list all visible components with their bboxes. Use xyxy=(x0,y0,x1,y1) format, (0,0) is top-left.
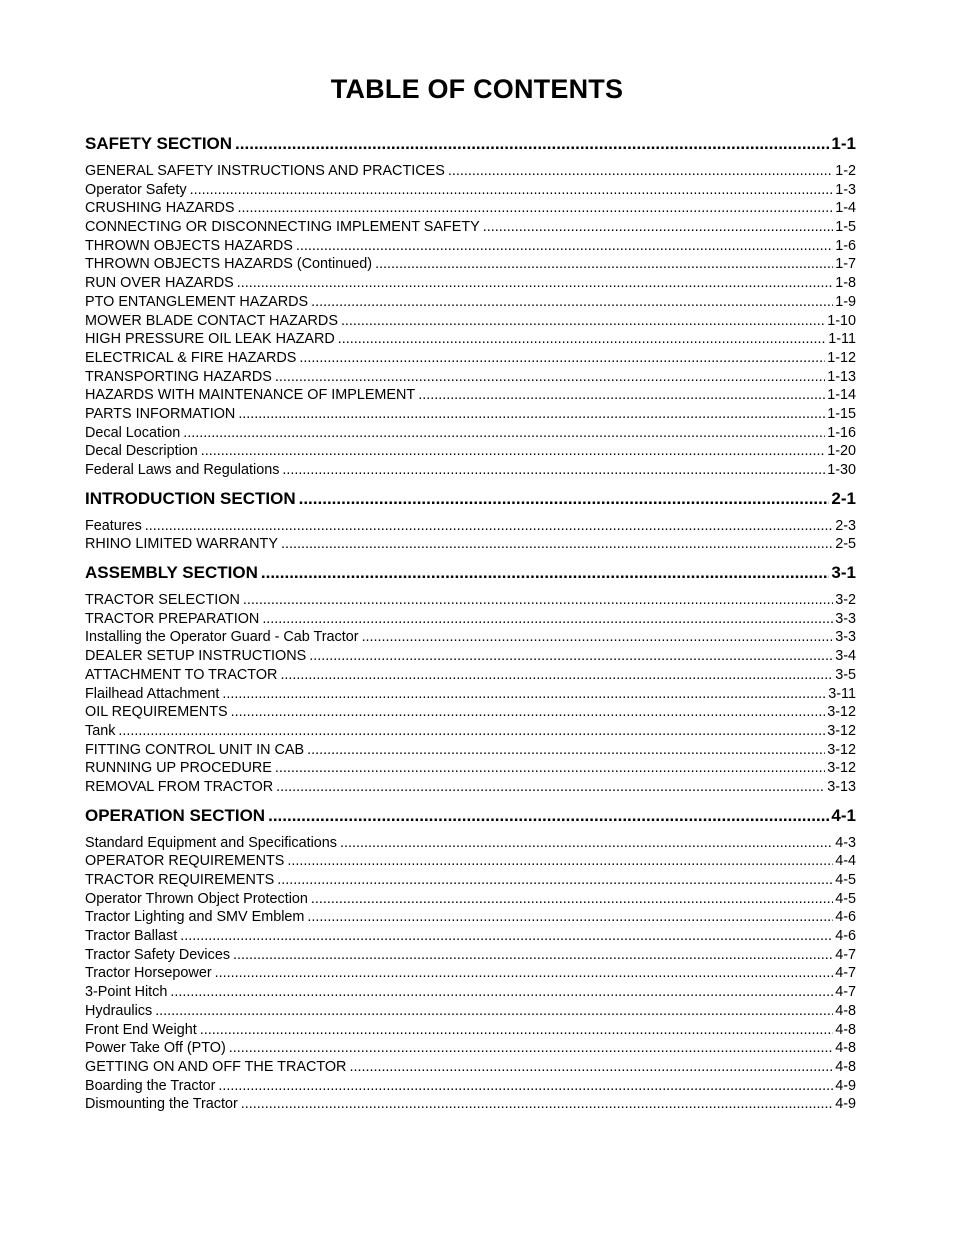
entry-title: RHINO LIMITED WARRANTY xyxy=(85,536,278,553)
dot-leader xyxy=(299,349,825,368)
entry-page-number: 4-3 xyxy=(835,834,856,851)
entry-page-number: 1-3 xyxy=(835,181,856,198)
toc-entry[interactable] xyxy=(85,759,856,778)
section-page-number: 1-1 xyxy=(831,134,856,153)
entry-title: OIL REQUIREMENTS xyxy=(85,704,228,721)
dot-leader xyxy=(311,293,833,312)
dot-leader xyxy=(229,1039,833,1058)
entry-title: Tank xyxy=(85,722,116,739)
toc-entry[interactable] xyxy=(85,890,856,909)
entry-page-number: 1-12 xyxy=(827,349,856,366)
entry-title: Standard Equipment and Specifications xyxy=(85,834,337,851)
entry-page-number: 1-6 xyxy=(835,237,856,254)
dot-leader xyxy=(287,852,833,871)
entry-title: THROWN OBJECTS HAZARDS xyxy=(85,237,293,254)
dot-leader xyxy=(118,722,825,741)
entry-title: RUN OVER HAZARDS xyxy=(85,275,234,292)
entry-page-number: 1-5 xyxy=(835,219,856,236)
dot-leader xyxy=(309,647,833,666)
entry-title: PARTS INFORMATION xyxy=(85,405,236,422)
entry-page-number: 2-5 xyxy=(835,536,856,553)
entry-title: MOWER BLADE CONTACT HAZARDS xyxy=(85,312,338,329)
entry-title: ATTACHMENT TO TRACTOR xyxy=(85,666,278,683)
section-title: INTRODUCTION SECTION xyxy=(85,488,296,508)
entry-page-number: 3-13 xyxy=(827,778,856,795)
entry-page-number: 4-8 xyxy=(835,1040,856,1057)
entry-title: Tractor Ballast xyxy=(85,928,178,945)
entry-page-number: 4-5 xyxy=(835,890,856,907)
entry-title: 3-Point Hitch xyxy=(85,984,168,1001)
entry-title: DEALER SETUP INSTRUCTIONS xyxy=(85,648,307,665)
entry-page-number: 4-5 xyxy=(835,872,856,888)
entry-title: PTO ENTANGLEMENT HAZARDS xyxy=(85,293,309,310)
toc-entry[interactable] xyxy=(85,647,856,666)
entry-page-number: 1-16 xyxy=(827,424,856,441)
toc-entry[interactable] xyxy=(85,852,856,871)
entry-page-number: 3-12 xyxy=(827,741,856,758)
entry-title: CRUSHING HAZARDS xyxy=(85,200,235,217)
toc-entry[interactable] xyxy=(85,312,856,331)
entry-page-number: 1-14 xyxy=(827,387,856,404)
dot-leader xyxy=(243,591,833,610)
toc-entry[interactable] xyxy=(85,368,856,387)
entry-page-number: 4-8 xyxy=(835,1058,856,1075)
entry-page-number: 1-13 xyxy=(827,368,856,385)
dot-leader xyxy=(218,1077,833,1096)
entry-title: Decal Location xyxy=(85,424,181,441)
entry-title: CONNECTING OR DISCONNECTING IMPLEMENT SAFETY xyxy=(85,219,480,236)
entry-title: Flailhead Attachment xyxy=(85,685,220,702)
toc-entry[interactable] xyxy=(85,685,856,704)
dot-leader xyxy=(338,330,827,349)
dot-leader xyxy=(180,927,833,946)
dot-leader xyxy=(349,1058,833,1077)
dot-leader xyxy=(299,487,830,510)
entry-page-number: 1-15 xyxy=(827,405,856,422)
toc-entry[interactable] xyxy=(85,741,856,760)
dot-leader xyxy=(296,237,833,256)
entry-page-number: 4-9 xyxy=(835,1096,856,1113)
toc-entry[interactable] xyxy=(85,1021,856,1040)
entry-title: TRACTOR PREPARATION xyxy=(85,610,260,627)
section-page-number: 3-1 xyxy=(831,563,856,583)
entry-page-number: 1-7 xyxy=(835,256,856,273)
entry-page-number: 4-4 xyxy=(835,853,856,870)
dot-leader xyxy=(362,628,834,647)
toc-entry[interactable] xyxy=(85,218,856,237)
entry-page-number: 4-6 xyxy=(835,928,856,945)
dot-leader xyxy=(235,132,829,155)
section-page-number: 2-1 xyxy=(831,488,856,508)
entry-title: RUNNING UP PROCEDURE xyxy=(85,760,272,777)
dot-leader xyxy=(375,255,833,274)
entry-title: GETTING ON AND OFF THE TRACTOR xyxy=(85,1058,347,1075)
entry-page-number: 4-6 xyxy=(835,909,856,926)
section-page-number: 4-1 xyxy=(831,805,856,825)
entry-page-number: 4-7 xyxy=(835,965,856,982)
toc-entry[interactable] xyxy=(85,162,856,181)
entry-page-number: 3-3 xyxy=(835,610,856,627)
toc-entry[interactable] xyxy=(85,535,856,554)
dot-leader xyxy=(307,741,825,760)
toc-entry[interactable] xyxy=(85,703,856,722)
table-of-contents xyxy=(85,132,856,1114)
entry-title: GENERAL SAFETY INSTRUCTIONS AND PRACTICES xyxy=(85,163,445,179)
toc-entry[interactable] xyxy=(85,908,856,927)
toc-entry[interactable] xyxy=(85,628,856,647)
entry-page-number: 2-3 xyxy=(835,517,856,534)
entry-title: Tractor Horsepower xyxy=(85,965,212,982)
entry-title: HIGH PRESSURE OIL LEAK HAZARD xyxy=(85,331,335,348)
dot-leader xyxy=(311,890,833,909)
dot-leader xyxy=(238,405,825,424)
toc-entry[interactable] xyxy=(85,946,856,965)
entry-page-number: 3-5 xyxy=(835,666,856,683)
dot-leader xyxy=(201,442,825,461)
toc-entry[interactable] xyxy=(85,1058,856,1077)
dot-leader xyxy=(183,424,825,443)
toc-entry[interactable] xyxy=(85,610,856,629)
entry-title: Boarding the Tractor xyxy=(85,1077,216,1094)
dot-leader xyxy=(448,162,833,181)
entry-page-number: 4-7 xyxy=(835,984,856,1001)
dot-leader xyxy=(241,1095,833,1114)
toc-entry[interactable] xyxy=(85,386,856,405)
entry-title: Hydraulics xyxy=(85,1002,153,1019)
entry-title: Federal Laws and Regulations xyxy=(85,462,280,478)
dot-leader xyxy=(282,461,825,480)
entry-title: THROWN OBJECTS HAZARDS (Continued) xyxy=(85,256,373,273)
entry-title: REMOVAL FROM TRACTOR xyxy=(85,778,274,795)
toc-entry[interactable] xyxy=(85,237,856,256)
entry-page-number: 3-11 xyxy=(828,685,856,702)
dot-leader xyxy=(200,1021,833,1040)
dot-leader xyxy=(170,983,833,1002)
entry-page-number: 3-3 xyxy=(835,629,856,646)
dot-leader xyxy=(275,759,825,778)
entry-page-number: 4-9 xyxy=(835,1077,856,1094)
entry-title: TRACTOR SELECTION xyxy=(85,592,240,609)
toc-entry[interactable] xyxy=(85,181,856,200)
dot-leader xyxy=(280,666,833,685)
entry-page-number: 4-7 xyxy=(835,946,856,963)
dot-leader xyxy=(238,199,834,218)
entry-page-number: 3-12 xyxy=(827,722,856,739)
section-title: ASSEMBLY SECTION xyxy=(85,563,258,583)
entry-title: TRACTOR REQUIREMENTS xyxy=(85,872,275,888)
entry-page-number: 3-4 xyxy=(835,648,856,665)
toc-entry[interactable] xyxy=(85,255,856,274)
dot-leader xyxy=(276,778,825,797)
toc-entry[interactable] xyxy=(85,461,856,480)
entry-page-number: 1-8 xyxy=(835,275,856,292)
entry-page-number: 3-2 xyxy=(835,592,856,609)
entry-page-number: 1-11 xyxy=(828,331,856,348)
entry-title: Operator Thrown Object Protection xyxy=(85,890,308,907)
entry-page-number: 1-10 xyxy=(827,312,856,329)
dot-leader xyxy=(155,1002,833,1021)
section-title: SAFETY SECTION xyxy=(85,134,233,153)
toc-entry[interactable] xyxy=(85,1039,856,1058)
toc-entry[interactable] xyxy=(85,293,856,312)
toc-entry[interactable] xyxy=(85,517,856,536)
toc-entry[interactable] xyxy=(85,871,856,890)
entry-title: ELECTRICAL & FIRE HAZARDS xyxy=(85,349,297,366)
toc-entry[interactable] xyxy=(85,330,856,349)
dot-leader xyxy=(190,181,834,200)
toc-entry[interactable] xyxy=(85,964,856,983)
entry-title: FITTING CONTROL UNIT IN CAB xyxy=(85,741,305,758)
section-heading-safety[interactable] xyxy=(85,132,856,155)
page-title: TABLE OF CONTENTS xyxy=(330,74,624,104)
entry-page-number: 1-2 xyxy=(835,163,856,179)
dot-leader xyxy=(237,274,833,293)
toc-entry[interactable] xyxy=(85,274,856,293)
toc-entry[interactable] xyxy=(85,405,856,424)
toc-entry[interactable] xyxy=(85,927,856,946)
toc-entry[interactable] xyxy=(85,1002,856,1021)
toc-entry[interactable] xyxy=(85,591,856,610)
section-heading-introduction[interactable] xyxy=(85,487,856,510)
entry-title: Installing the Operator Guard - Cab Tractor xyxy=(85,629,359,646)
section-heading-assembly[interactable] xyxy=(85,561,856,584)
section-heading-operation[interactable] xyxy=(85,804,856,827)
entry-page-number: 4-8 xyxy=(835,1002,856,1019)
dot-leader xyxy=(418,386,825,405)
toc-entry[interactable] xyxy=(85,778,856,797)
dot-leader xyxy=(277,871,833,890)
toc-entry[interactable] xyxy=(85,349,856,368)
entry-page-number: 4-8 xyxy=(835,1021,856,1038)
entry-title: Tractor Lighting and SMV Emblem xyxy=(85,909,305,926)
dot-leader xyxy=(215,964,834,983)
toc-entry[interactable] xyxy=(85,666,856,685)
toc-entry[interactable] xyxy=(85,1077,856,1096)
entry-title: HAZARDS WITH MAINTENANCE OF IMPLEMENT xyxy=(85,387,416,404)
dot-leader xyxy=(261,561,830,584)
toc-entry[interactable] xyxy=(85,834,856,853)
dot-leader xyxy=(231,703,826,722)
toc-entry[interactable] xyxy=(85,442,856,461)
toc-entry[interactable] xyxy=(85,983,856,1002)
section-title: OPERATION SECTION xyxy=(85,805,266,825)
toc-entry[interactable] xyxy=(85,424,856,443)
dot-leader xyxy=(275,368,825,387)
dot-leader xyxy=(222,685,826,704)
entry-title: Front End Weight xyxy=(85,1021,197,1038)
toc-entry[interactable] xyxy=(85,1095,856,1114)
entry-page-number: 3-12 xyxy=(827,704,856,721)
entry-title: OPERATOR REQUIREMENTS xyxy=(85,853,285,870)
entry-page-number: 1-30 xyxy=(827,462,856,478)
dot-leader xyxy=(145,517,833,536)
entry-title: Tractor Safety Devices xyxy=(85,946,231,963)
entry-page-number: 1-9 xyxy=(835,293,856,310)
entry-title: Operator Safety xyxy=(85,181,187,198)
entry-page-number: 1-4 xyxy=(835,200,856,217)
entry-title: Dismounting the Tractor xyxy=(85,1096,238,1113)
entry-title: TRANSPORTING HAZARDS xyxy=(85,368,272,385)
dot-leader xyxy=(268,804,829,827)
dot-leader xyxy=(341,312,825,331)
dot-leader xyxy=(281,535,833,554)
dot-leader xyxy=(262,610,833,629)
dot-leader xyxy=(233,946,833,965)
dot-leader xyxy=(483,218,833,237)
entry-title: Features xyxy=(85,517,142,534)
dot-leader xyxy=(307,908,833,927)
entry-title: Power Take Off (PTO) xyxy=(85,1040,226,1057)
entry-page-number: 3-12 xyxy=(827,760,856,777)
entry-title: Decal Description xyxy=(85,443,198,460)
dot-leader xyxy=(340,834,833,853)
entry-page-number: 1-20 xyxy=(827,443,856,460)
toc-entry[interactable] xyxy=(85,199,856,218)
toc-entry[interactable] xyxy=(85,722,856,741)
